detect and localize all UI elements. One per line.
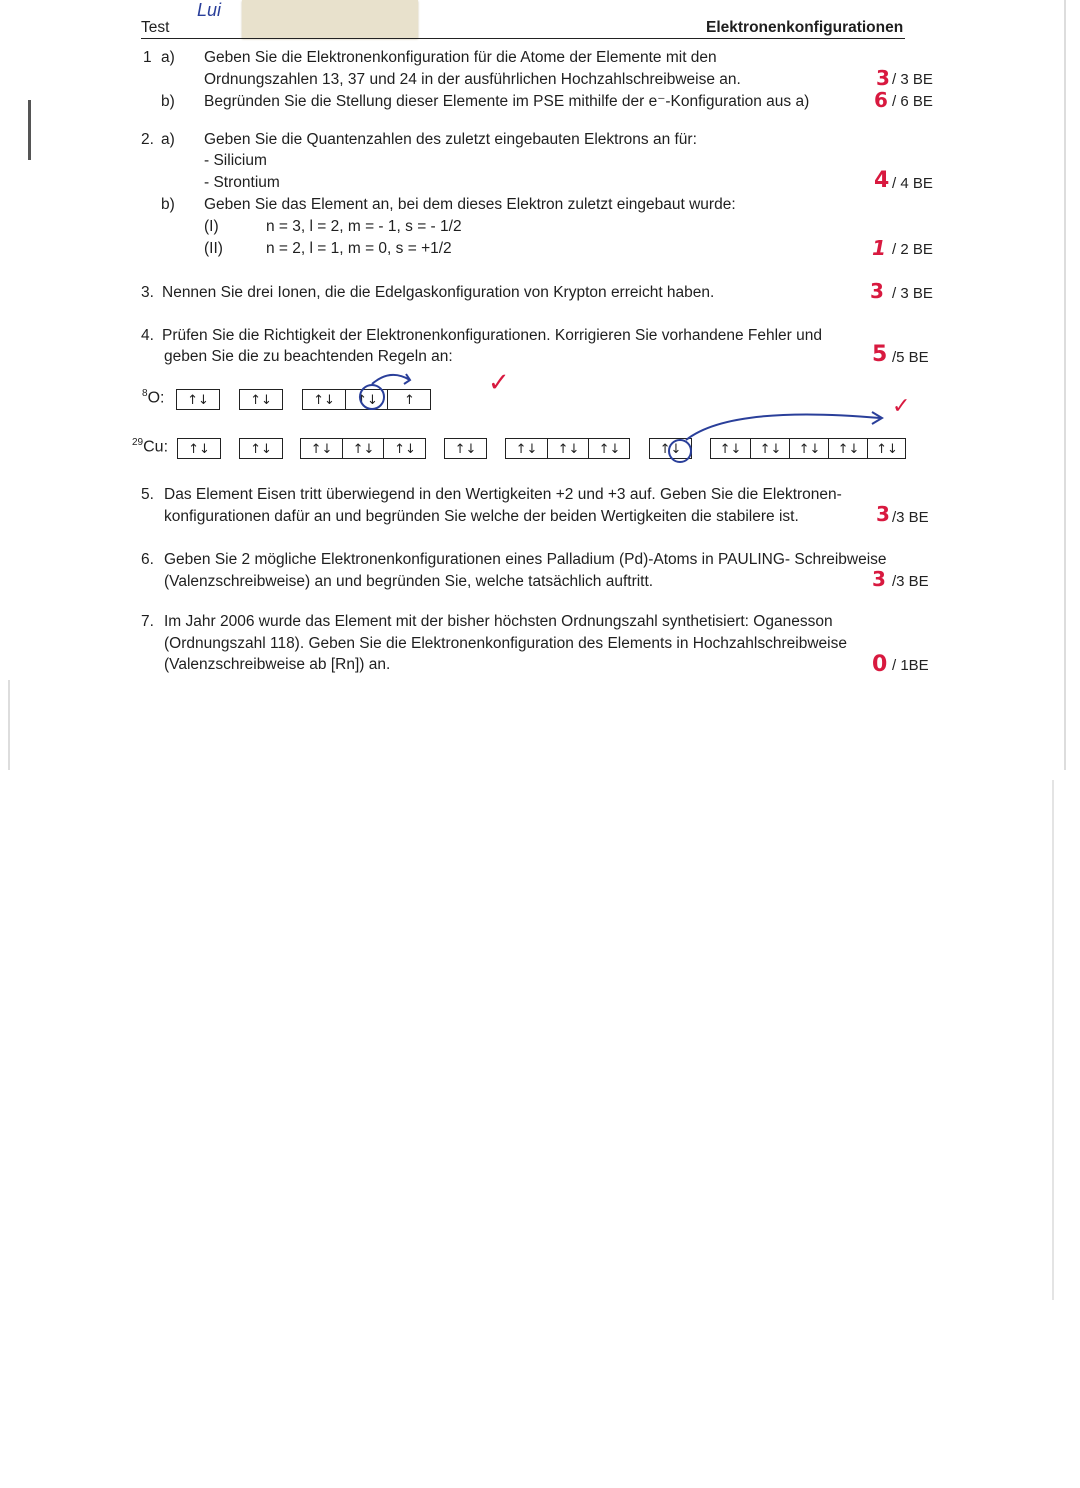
oxygen-mass: 8 bbox=[142, 388, 148, 399]
task-number: 7. bbox=[141, 613, 154, 630]
orbital-cell: ↑↓ bbox=[383, 439, 426, 458]
orbital-cell: ↑↓ bbox=[313, 393, 335, 408]
item-text: n = 2, l = 1, m = 0, s = +1/2 bbox=[266, 240, 452, 257]
orbital-cell: ↑↓ bbox=[659, 442, 682, 457]
orbital-cell: ↑↓ bbox=[454, 442, 477, 457]
task-number: 3. bbox=[141, 284, 154, 301]
task-text: Prüfen Sie die Richtigkeit der Elektronenkonfigurationen. Korrigieren Sie vorhandene Fehler und bbox=[162, 327, 823, 344]
score-given: 3 bbox=[870, 279, 884, 303]
task-text: konfigurationen dafür an und begründen Sie welche der beiden Wertigkeiten die stabilere ist. bbox=[164, 508, 799, 525]
correction-marks bbox=[0, 0, 1080, 480]
orbital-cell: ↑↓ bbox=[789, 439, 829, 458]
orbital-cell: ↑↓ bbox=[750, 439, 790, 458]
score-given: 0 bbox=[872, 652, 888, 677]
orbital-cell: ↑↓ bbox=[515, 442, 538, 457]
task-text: Geben Sie das Element an, bei dem dieses Elektron zuletzt eingebaut wurde: bbox=[204, 196, 736, 213]
score-max: /5 BE bbox=[892, 349, 929, 366]
score-given: 3 bbox=[876, 66, 890, 90]
copper-mass: 29 bbox=[132, 437, 144, 448]
score-given: 3 bbox=[876, 502, 890, 526]
check-mark: ✓ bbox=[892, 394, 911, 419]
scan-mark bbox=[8, 680, 10, 770]
task-sub: a) bbox=[161, 131, 175, 148]
handwritten-name: Lui bbox=[197, 0, 222, 20]
task-text: - Strontium bbox=[204, 174, 280, 191]
oxygen-symbol: O: bbox=[147, 389, 165, 407]
task-sub: a) bbox=[161, 49, 175, 66]
score-given: 6 bbox=[874, 88, 888, 112]
task-text: Das Element Eisen tritt überwiegend in den Wertigkeiten +2 und +3 auf. Geben Sie die Elektronen- bbox=[164, 486, 842, 503]
score-given: 3 bbox=[872, 567, 886, 591]
task-text: geben Sie die zu beachtenden Regeln an: bbox=[164, 348, 453, 365]
score-max: / 6 BE bbox=[892, 93, 933, 110]
score-max: / 2 BE bbox=[892, 241, 933, 258]
score-max: / 3 BE bbox=[892, 285, 933, 302]
task-text: (Valenzschreibweise ab [Rn]) an. bbox=[164, 656, 391, 673]
score-max: /3 BE bbox=[892, 509, 929, 526]
score-given: 1 bbox=[872, 236, 886, 260]
task-text: Geben Sie die Elektronenkonfiguration für die Atome der Elemente mit den bbox=[204, 49, 717, 66]
orbital-cell: ↑↓ bbox=[867, 439, 906, 458]
task-text: Ordnungszahlen 13, 37 und 24 in der ausführlichen Hochzahlschreibweise an. bbox=[204, 71, 741, 88]
task-number: 4. bbox=[141, 327, 154, 344]
task-text: Begründen Sie die Stellung dieser Elemente im PSE mithilfe der e⁻-Konfiguration aus a) bbox=[204, 93, 810, 110]
orbital-cell: ↑ bbox=[387, 390, 431, 409]
orbital-cell: ↑↓ bbox=[588, 439, 630, 458]
task-text: Im Jahr 2006 wurde das Element mit der bisher höchsten Ordnungszahl synthetisiert: Oganesson bbox=[164, 613, 833, 630]
task-text: Geben Sie die Quantenzahlen des zuletzt eingebauten Elektrons an für: bbox=[204, 131, 697, 148]
check-mark: ✓ bbox=[488, 368, 510, 398]
header-test: Test bbox=[141, 19, 170, 36]
orbital-cell: ↑↓ bbox=[345, 390, 388, 409]
task-text: Geben Sie 2 mögliche Elektronenkonfigurationen eines Palladium (Pd)-Atoms in PAULING- Schreibweise bbox=[164, 551, 887, 568]
orbital-cell: ↑↓ bbox=[310, 442, 333, 457]
task-sub: b) bbox=[161, 93, 175, 110]
item-label: (I) bbox=[204, 218, 219, 235]
orbital-cell: ↑↓ bbox=[547, 439, 589, 458]
orbital-cell: ↑↓ bbox=[250, 393, 272, 408]
task-text: (Valenzschreibweise) an und begründen Sie, welche tatsächlich auftritt. bbox=[164, 573, 654, 590]
task-text: Nennen Sie drei Ionen, die die Edelgaskonfiguration von Krypton erreicht haben. bbox=[162, 284, 715, 301]
task-text: - Silicium bbox=[204, 152, 267, 169]
orbital-cell: ↑↓ bbox=[342, 439, 384, 458]
task-number: 2. bbox=[141, 131, 154, 148]
score-given: 4 bbox=[874, 168, 890, 193]
score-max: / 3 BE bbox=[892, 71, 933, 88]
scan-mark bbox=[1052, 780, 1054, 1300]
copper-symbol: Cu: bbox=[143, 438, 169, 456]
score-max: / 4 BE bbox=[892, 175, 933, 192]
task-number: 1 bbox=[143, 49, 152, 66]
task-number: 6. bbox=[141, 551, 154, 568]
item-text: n = 3, l = 2, m = - 1, s = - 1/2 bbox=[266, 218, 462, 235]
orbital-cell: ↑↓ bbox=[828, 439, 868, 458]
score-max: / 1BE bbox=[892, 657, 929, 674]
score-max: /3 BE bbox=[892, 573, 929, 590]
orbital-cell: ↑↓ bbox=[719, 442, 742, 457]
header-title: Elektronenkonfigurationen bbox=[706, 19, 904, 36]
task-number: 5. bbox=[141, 486, 154, 503]
task-sub: b) bbox=[161, 196, 175, 213]
task-text: (Ordnungszahl 118). Geben Sie die Elektronenkonfiguration des Elements in Hochzahlschreibweise bbox=[164, 635, 847, 652]
score-given: 5 bbox=[872, 342, 888, 367]
item-label: (II) bbox=[204, 240, 223, 257]
orbital-cell: ↑↓ bbox=[188, 442, 210, 457]
orbital-cell: ↑↓ bbox=[187, 393, 209, 408]
orbital-cell: ↑↓ bbox=[250, 442, 272, 457]
